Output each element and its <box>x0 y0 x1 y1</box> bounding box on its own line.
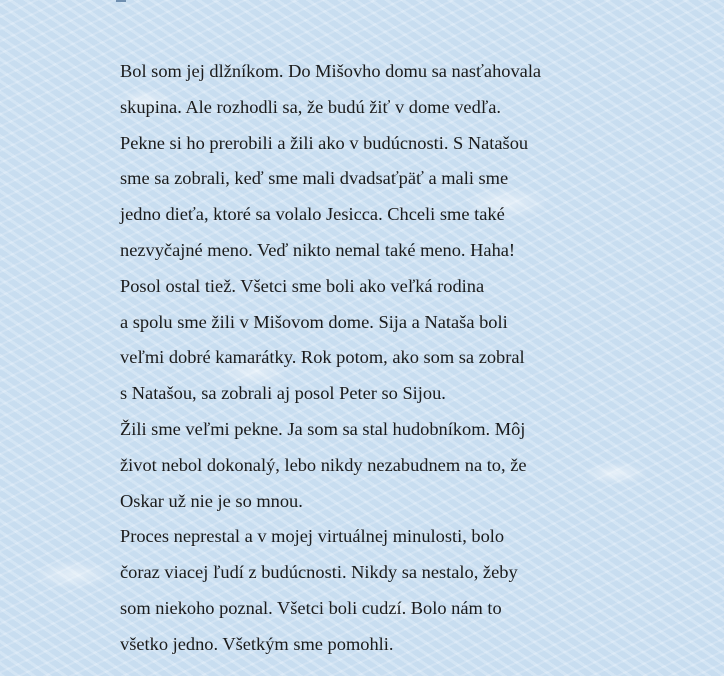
text-line-8: a spolu sme žili v Mišovom dome. Sija a Nataša boli <box>120 311 508 332</box>
text-line-12: život nebol dokonalý, lebo nikdy nezabudnem na to, že <box>120 454 527 475</box>
text-line-9: veľmi dobré kamarátky. Rok potom, ako som sa zobral <box>120 347 525 368</box>
text-line-4: sme sa zobrali, keď sme mali dvadsaťpäť a mali sme <box>120 168 509 189</box>
story-text <box>120 54 680 663</box>
text-line-13: Oskar už nie je so mnou. <box>120 490 303 511</box>
top-edge-mark <box>116 0 126 2</box>
text-line-14: Proces neprestal a v mojej virtuálnej minulosti, bolo <box>120 526 505 547</box>
text-line-3: Pekne si ho prerobili a žili ako v budúcnosti. S Natašou <box>120 132 529 153</box>
text-line-7: Posol ostal tiež. Všetci sme boli ako veľká rodina <box>120 275 485 296</box>
text-line-1: Bol som jej dlžníkom. Do Mišovho domu sa nasťahovala <box>120 61 542 81</box>
text-line-11: Žili sme veľmi pekne. Ja som sa stal hudobníkom. Môj <box>120 418 526 439</box>
text-line-6: nezvyčajné meno. Veď nikto nemal také meno. Haha! <box>120 239 516 260</box>
text-line-16: som niekoho poznal. Všetci boli cudzí. Bolo nám to <box>120 597 502 618</box>
text-line-17: všetko jedno. Všetkým sme pomohli. <box>120 633 394 654</box>
text-line-5: jedno dieťa, ktoré sa volalo Jesicca. Chceli sme také <box>120 204 505 225</box>
text-line-2: skupina. Ale rozhodli sa, že budú žiť v dome vedľa. <box>120 96 502 117</box>
text-line-15: čoraz viacej ľudí z budúcnosti. Nikdy sa nestalo, žeby <box>120 562 518 583</box>
text-line-10: s Natašou, sa zobrali aj posol Peter so Sijou. <box>120 383 446 404</box>
